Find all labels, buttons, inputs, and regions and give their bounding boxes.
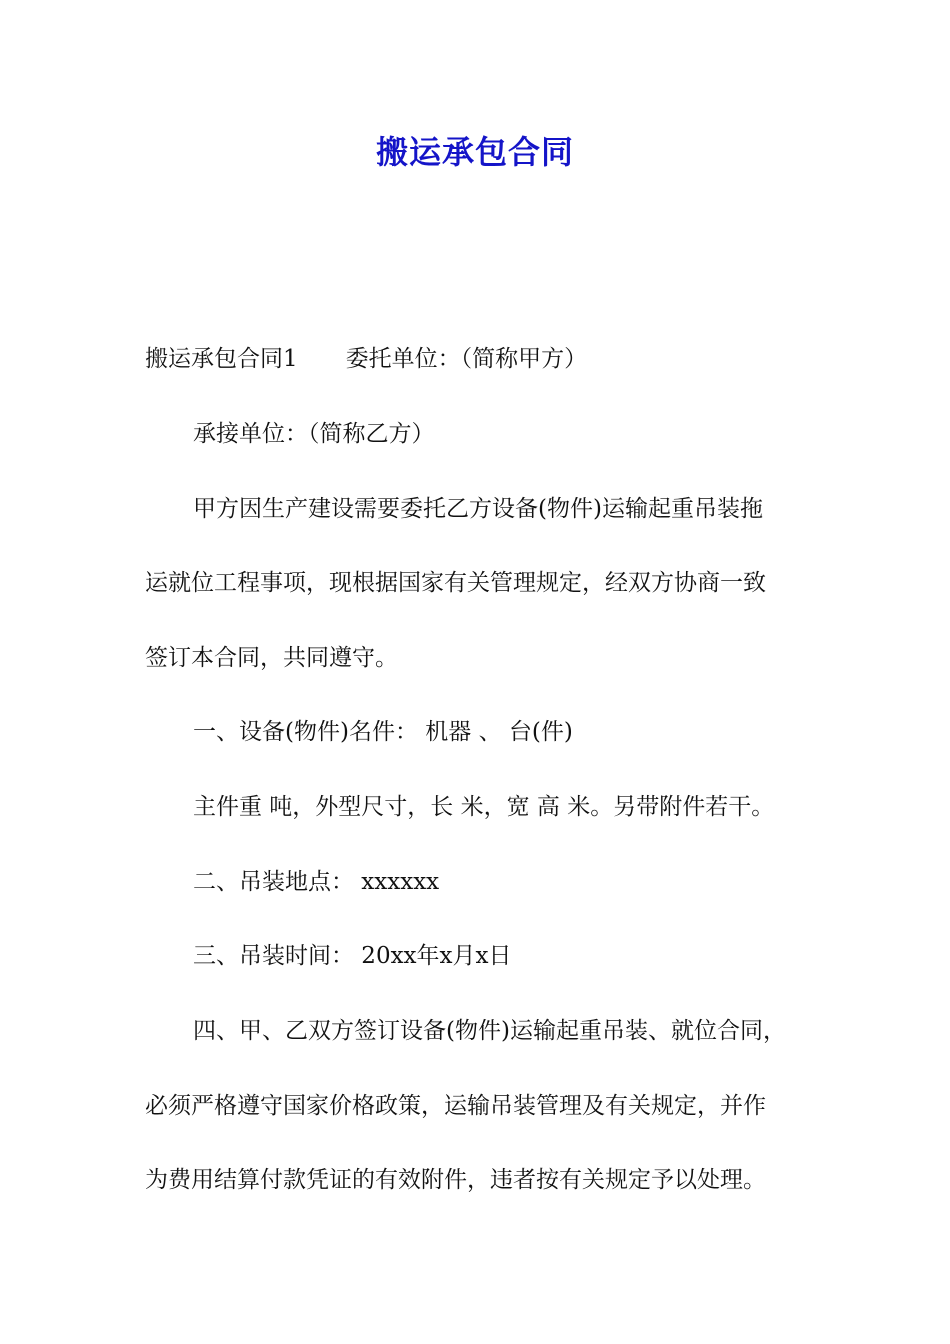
client-label: 委托单位：（简称甲方） xyxy=(345,346,588,372)
clause-4-continued: 为费用结算付款凭证的有效附件，违者按有关规定予以处理。 xyxy=(145,1167,766,1193)
clause-4: 四、甲、乙双方签订设备(物件)运输起重吊装、就位合同， xyxy=(193,1018,786,1044)
clause-1-detail: 主件重 吨，外型尺寸，长 米，宽 高 米。另带附件若干。 xyxy=(193,794,775,820)
clause-1: 一、设备(物件)名件： 机器 、 台(件) xyxy=(193,719,573,745)
paragraph-line: 运就位工程事项，现根据国家有关管理规定，经双方协商一致 xyxy=(145,570,766,596)
paragraph-line: 签订本合同，共同遵守。 xyxy=(145,645,398,671)
paragraph-line: 甲方因生产建设需要委托乙方设备(物件)运输起重吊装拖 xyxy=(193,496,763,522)
contractor-label: 承接单位：（简称乙方） xyxy=(193,421,435,447)
contract-heading-line xyxy=(145,343,587,375)
clause-2: 二、吊装地点： xxxxxx xyxy=(193,869,440,895)
clause-3: 三、吊装时间： 20xx年x月x日 xyxy=(193,943,512,969)
clause-4-continued: 必须严格遵守国家价格政策，运输吊装管理及有关规定，并作 xyxy=(145,1093,766,1119)
document-title: 搬运承包合同 xyxy=(375,133,574,171)
contract-number: 搬运承包合同1 xyxy=(145,346,298,372)
